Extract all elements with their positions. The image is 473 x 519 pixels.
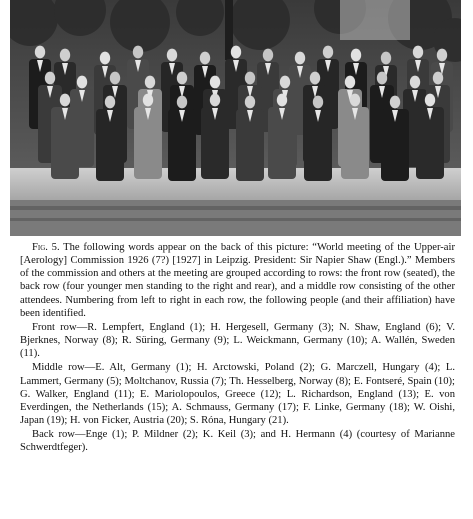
caption-intro-paragraph bbox=[20, 241, 455, 320]
middle-row-paragraph: Middle row—E. Alt, Germany (1); H. Arctowski, Poland (2); G. Marczell, Hungary (4); L. Lammert, Germany (5); Moltchanov, Russia (7); Th. Hesselberg, Norway (8); E. Fontseré, Spain (10); G. Walker, England (11); E. Mariolopoulos, Greece (12); L. Richardson, England (13); E. von Everdingen, the Netherlands (15); A. Schmauss, Germany (17); F. Linke, Germany (18); W. Oishi, Japan (19); H. von Ficker, Austria (20); S. Róna, Hungary (21). bbox=[20, 362, 455, 427]
front-row-paragraph: Front row—R. Lempfert, England (1); H. Hergesell, Germany (3); N. Shaw, England (6); V. Bjerknes, Norway (8); R. Süring, Germany (9); L. Weickmann, Germany (10); A. Wallén, Sweden (11). bbox=[20, 321, 455, 360]
back-row-paragraph: Back row—Enge (1); P. Mildner (2); K. Keil (3); and H. Hermann (4) (courtesy of Marianne Schwerdtfeger). bbox=[20, 429, 455, 454]
group-photograph bbox=[10, 0, 461, 236]
figure-label: Fig. 5. bbox=[32, 242, 60, 253]
figure-caption bbox=[20, 241, 455, 456]
photo-illustration bbox=[10, 0, 461, 236]
caption-intro-text: The following words appear on the back of this picture: “World meeting of the Upper-air [Aerology] Commission 1926 (7?) [1927] in Leipzig. President: Sir Napier Shaw (Engl.).” Members of the commission and others at the meeting are grouped according to rows: the front row (seated), the back row (four younger men standing to the right and rear), and a middle row consisting of the other attendees. Numbering from left to right in each row, the following people (and their affiliation) have been identified. bbox=[20, 242, 455, 319]
